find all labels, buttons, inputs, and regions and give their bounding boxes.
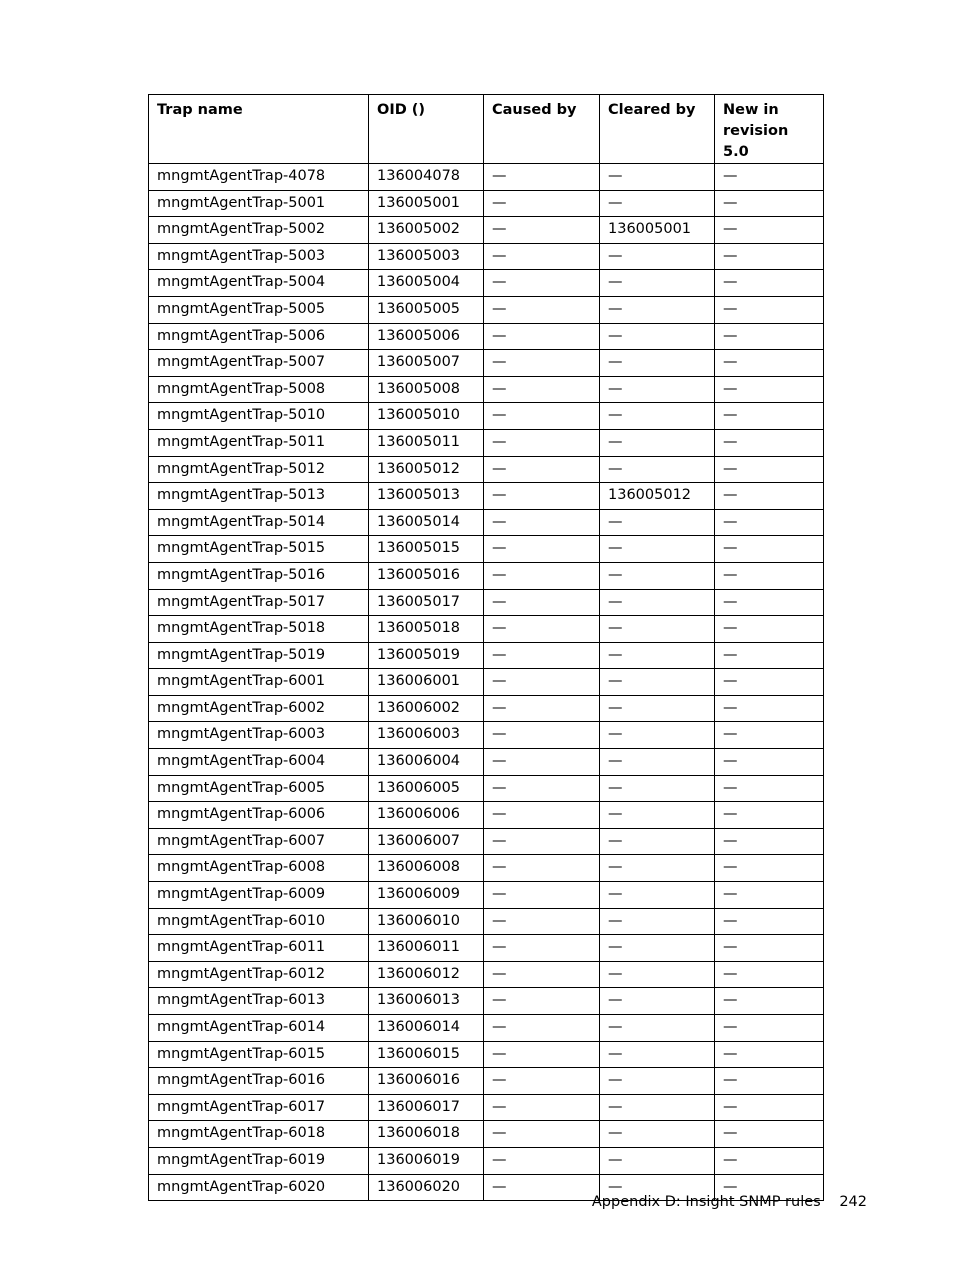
cell-new-in-revision: — [715, 589, 824, 616]
cell-cleared-by: — [600, 802, 715, 829]
cell-caused-by: — [484, 509, 600, 536]
cell-caused-by: — [484, 1147, 600, 1174]
cell-new-in-revision: — [715, 802, 824, 829]
cell-new-in-revision: — [715, 722, 824, 749]
cell-new-in-revision: — [715, 296, 824, 323]
cell-trap-name: mngmtAgentTrap-6009 [149, 882, 369, 909]
cell-cleared-by: — [600, 456, 715, 483]
table-row [149, 722, 824, 749]
cell-caused-by: — [484, 323, 600, 350]
cell-cleared-by: — [600, 190, 715, 217]
cell-new-in-revision: — [715, 190, 824, 217]
cell-new-in-revision: — [715, 376, 824, 403]
cell-cleared-by: — [600, 908, 715, 935]
table-row [149, 642, 824, 669]
table-row [149, 483, 824, 510]
table-row [149, 562, 824, 589]
cell-new-in-revision: — [715, 988, 824, 1015]
cell-trap-name: mngmtAgentTrap-5004 [149, 270, 369, 297]
cell-trap-name: mngmtAgentTrap-5005 [149, 296, 369, 323]
cell-trap-name: mngmtAgentTrap-5019 [149, 642, 369, 669]
cell-caused-by: — [484, 589, 600, 616]
table-row [149, 243, 824, 270]
cell-cleared-by: — [600, 403, 715, 430]
page-footer [592, 1194, 867, 1210]
cell-oid: 136005002 [369, 217, 484, 244]
cell-cleared-by: — [600, 243, 715, 270]
cell-oid: 136005006 [369, 323, 484, 350]
table-row [149, 695, 824, 722]
cell-oid: 136006014 [369, 1015, 484, 1042]
cell-new-in-revision: — [715, 217, 824, 244]
cell-cleared-by: — [600, 669, 715, 696]
cell-cleared-by: — [600, 1041, 715, 1068]
cell-caused-by: — [484, 882, 600, 909]
table-header [149, 95, 824, 164]
cell-cleared-by: — [600, 350, 715, 377]
cell-caused-by: — [484, 536, 600, 563]
cell-oid: 136006013 [369, 988, 484, 1015]
cell-new-in-revision: — [715, 616, 824, 643]
cell-new-in-revision: — [715, 1121, 824, 1148]
cell-oid: 136005003 [369, 243, 484, 270]
snmp-trap-table [148, 94, 824, 1201]
table-body [149, 164, 824, 1201]
cell-trap-name: mngmtAgentTrap-5006 [149, 323, 369, 350]
cell-trap-name: mngmtAgentTrap-6011 [149, 935, 369, 962]
cell-caused-by: — [484, 695, 600, 722]
cell-cleared-by: — [600, 855, 715, 882]
cell-new-in-revision: — [715, 243, 824, 270]
cell-oid: 136006010 [369, 908, 484, 935]
cell-trap-name: mngmtAgentTrap-5014 [149, 509, 369, 536]
cell-caused-by: — [484, 350, 600, 377]
cell-cleared-by: — [600, 323, 715, 350]
cell-trap-name: mngmtAgentTrap-5012 [149, 456, 369, 483]
cell-caused-by: — [484, 749, 600, 776]
cell-caused-by: — [484, 988, 600, 1015]
table-row [149, 988, 824, 1015]
cell-oid: 136006005 [369, 775, 484, 802]
cell-trap-name: mngmtAgentTrap-6018 [149, 1121, 369, 1148]
cell-caused-by: — [484, 243, 600, 270]
cell-cleared-by: — [600, 775, 715, 802]
cell-new-in-revision: — [715, 882, 824, 909]
cell-cleared-by: — [600, 988, 715, 1015]
cell-trap-name: mngmtAgentTrap-5018 [149, 616, 369, 643]
cell-trap-name: mngmtAgentTrap-6008 [149, 855, 369, 882]
table-row [149, 1121, 824, 1148]
cell-caused-by: — [484, 483, 600, 510]
cell-cleared-by: — [600, 270, 715, 297]
table-row [149, 935, 824, 962]
cell-new-in-revision: — [715, 775, 824, 802]
table-row [149, 616, 824, 643]
cell-new-in-revision: — [715, 1068, 824, 1095]
footer-section-title: Appendix D: Insight SNMP rules [591, 1194, 821, 1210]
cell-caused-by: — [484, 403, 600, 430]
table-row [149, 802, 824, 829]
header-row [149, 95, 824, 164]
cell-oid: 136005013 [369, 483, 484, 510]
cell-cleared-by: — [600, 882, 715, 909]
cell-caused-by: — [484, 908, 600, 935]
cell-cleared-by: — [600, 164, 715, 191]
cell-oid: 136005004 [369, 270, 484, 297]
header-oid: OID () [369, 95, 484, 164]
cell-oid: 136005011 [369, 429, 484, 456]
cell-trap-name: mngmtAgentTrap-4078 [149, 164, 369, 191]
cell-trap-name: mngmtAgentTrap-5017 [149, 589, 369, 616]
page-number: 242 [839, 1194, 867, 1210]
header-new-in-revision: New in revision 5.0 [715, 95, 824, 164]
cell-trap-name: mngmtAgentTrap-6002 [149, 695, 369, 722]
cell-new-in-revision: — [715, 695, 824, 722]
cell-caused-by: — [484, 802, 600, 829]
cell-trap-name: mngmtAgentTrap-5002 [149, 217, 369, 244]
table-row [149, 775, 824, 802]
cell-oid: 136006012 [369, 961, 484, 988]
table-row [149, 456, 824, 483]
table-row [149, 855, 824, 882]
table-row [149, 589, 824, 616]
cell-cleared-by: — [600, 1174, 715, 1201]
header-trap-name: Trap name [149, 95, 369, 164]
cell-cleared-by: — [600, 536, 715, 563]
header-cleared-by: Cleared by [600, 95, 715, 164]
cell-new-in-revision: — [715, 164, 824, 191]
table-row [149, 961, 824, 988]
cell-new-in-revision: — [715, 1147, 824, 1174]
cell-oid: 136006004 [369, 749, 484, 776]
table-row [149, 908, 824, 935]
table-row [149, 1068, 824, 1095]
cell-new-in-revision: — [715, 961, 824, 988]
table-row [149, 217, 824, 244]
table-row [149, 1094, 824, 1121]
cell-trap-name: mngmtAgentTrap-6012 [149, 961, 369, 988]
cell-oid: 136005015 [369, 536, 484, 563]
table-row [149, 882, 824, 909]
cell-caused-by: — [484, 855, 600, 882]
cell-cleared-by: — [600, 935, 715, 962]
cell-oid: 136006008 [369, 855, 484, 882]
cell-caused-by: — [484, 616, 600, 643]
cell-oid: 136006020 [369, 1174, 484, 1201]
cell-trap-name: mngmtAgentTrap-6015 [149, 1041, 369, 1068]
cell-cleared-by: — [600, 722, 715, 749]
cell-trap-name: mngmtAgentTrap-5011 [149, 429, 369, 456]
table-row [149, 1015, 824, 1042]
cell-cleared-by: — [600, 961, 715, 988]
table-row [149, 749, 824, 776]
cell-trap-name: mngmtAgentTrap-5010 [149, 403, 369, 430]
cell-caused-by: — [484, 828, 600, 855]
cell-caused-by: — [484, 217, 600, 244]
cell-caused-by: — [484, 1121, 600, 1148]
table-row [149, 164, 824, 191]
cell-new-in-revision: — [715, 536, 824, 563]
cell-oid: 136006017 [369, 1094, 484, 1121]
cell-trap-name: mngmtAgentTrap-6010 [149, 908, 369, 935]
cell-oid: 136006011 [369, 935, 484, 962]
table-row [149, 270, 824, 297]
cell-oid: 136005018 [369, 616, 484, 643]
cell-new-in-revision: — [715, 669, 824, 696]
cell-cleared-by: — [600, 828, 715, 855]
cell-new-in-revision: — [715, 908, 824, 935]
cell-new-in-revision: — [715, 1041, 824, 1068]
cell-trap-name: mngmtAgentTrap-6019 [149, 1147, 369, 1174]
cell-trap-name: mngmtAgentTrap-5016 [149, 562, 369, 589]
cell-trap-name: mngmtAgentTrap-6001 [149, 669, 369, 696]
cell-oid: 136006006 [369, 802, 484, 829]
cell-cleared-by: 136005012 [600, 483, 715, 510]
table-row [149, 350, 824, 377]
table-row [149, 669, 824, 696]
cell-cleared-by: — [600, 562, 715, 589]
table-row [149, 190, 824, 217]
cell-oid: 136006009 [369, 882, 484, 909]
cell-oid: 136006018 [369, 1121, 484, 1148]
table-row [149, 323, 824, 350]
cell-oid: 136006016 [369, 1068, 484, 1095]
cell-caused-by: — [484, 722, 600, 749]
cell-trap-name: mngmtAgentTrap-6017 [149, 1094, 369, 1121]
cell-caused-by: — [484, 429, 600, 456]
cell-new-in-revision: — [715, 456, 824, 483]
cell-trap-name: mngmtAgentTrap-5015 [149, 536, 369, 563]
cell-oid: 136005012 [369, 456, 484, 483]
cell-cleared-by: — [600, 429, 715, 456]
cell-oid: 136006003 [369, 722, 484, 749]
cell-trap-name: mngmtAgentTrap-6014 [149, 1015, 369, 1042]
cell-caused-by: — [484, 669, 600, 696]
cell-new-in-revision: — [715, 483, 824, 510]
cell-caused-by: — [484, 164, 600, 191]
cell-new-in-revision: — [715, 1174, 824, 1201]
cell-caused-by: — [484, 1174, 600, 1201]
cell-oid: 136005001 [369, 190, 484, 217]
cell-cleared-by: — [600, 1068, 715, 1095]
cell-cleared-by: — [600, 296, 715, 323]
cell-caused-by: — [484, 642, 600, 669]
cell-new-in-revision: — [715, 855, 824, 882]
cell-caused-by: — [484, 1015, 600, 1042]
cell-trap-name: mngmtAgentTrap-5003 [149, 243, 369, 270]
cell-new-in-revision: — [715, 429, 824, 456]
cell-trap-name: mngmtAgentTrap-6003 [149, 722, 369, 749]
cell-oid: 136005014 [369, 509, 484, 536]
cell-caused-by: — [484, 296, 600, 323]
table-row [149, 509, 824, 536]
cell-caused-by: — [484, 270, 600, 297]
table-row [149, 403, 824, 430]
cell-cleared-by: — [600, 1015, 715, 1042]
table-row [149, 296, 824, 323]
cell-oid: 136005017 [369, 589, 484, 616]
cell-caused-by: — [484, 775, 600, 802]
cell-oid: 136006015 [369, 1041, 484, 1068]
cell-caused-by: — [484, 1041, 600, 1068]
cell-trap-name: mngmtAgentTrap-5007 [149, 350, 369, 377]
cell-oid: 136005019 [369, 642, 484, 669]
cell-caused-by: — [484, 1068, 600, 1095]
cell-new-in-revision: — [715, 642, 824, 669]
cell-trap-name: mngmtAgentTrap-5001 [149, 190, 369, 217]
cell-trap-name: mngmtAgentTrap-5013 [149, 483, 369, 510]
cell-caused-by: — [484, 1094, 600, 1121]
cell-new-in-revision: — [715, 350, 824, 377]
cell-cleared-by: — [600, 1147, 715, 1174]
cell-new-in-revision: — [715, 509, 824, 536]
cell-caused-by: — [484, 961, 600, 988]
cell-trap-name: mngmtAgentTrap-5008 [149, 376, 369, 403]
table-row [149, 828, 824, 855]
cell-oid: 136006001 [369, 669, 484, 696]
cell-new-in-revision: — [715, 270, 824, 297]
cell-cleared-by: — [600, 695, 715, 722]
cell-new-in-revision: — [715, 828, 824, 855]
cell-new-in-revision: — [715, 935, 824, 962]
cell-trap-name: mngmtAgentTrap-6004 [149, 749, 369, 776]
cell-cleared-by: — [600, 749, 715, 776]
cell-cleared-by: — [600, 1121, 715, 1148]
cell-caused-by: — [484, 562, 600, 589]
cell-trap-name: mngmtAgentTrap-6007 [149, 828, 369, 855]
cell-trap-name: mngmtAgentTrap-6005 [149, 775, 369, 802]
cell-oid: 136004078 [369, 164, 484, 191]
table-row [149, 429, 824, 456]
cell-caused-by: — [484, 190, 600, 217]
cell-cleared-by: — [600, 589, 715, 616]
cell-trap-name: mngmtAgentTrap-6016 [149, 1068, 369, 1095]
table-row [149, 1147, 824, 1174]
cell-oid: 136005010 [369, 403, 484, 430]
cell-new-in-revision: — [715, 323, 824, 350]
cell-oid: 136006019 [369, 1147, 484, 1174]
table-row [149, 1041, 824, 1068]
cell-caused-by: — [484, 456, 600, 483]
cell-caused-by: — [484, 376, 600, 403]
table-row [149, 376, 824, 403]
cell-oid: 136005016 [369, 562, 484, 589]
cell-caused-by: — [484, 935, 600, 962]
cell-new-in-revision: — [715, 562, 824, 589]
cell-new-in-revision: — [715, 1015, 824, 1042]
cell-cleared-by: — [600, 1094, 715, 1121]
cell-new-in-revision: — [715, 1094, 824, 1121]
cell-trap-name: mngmtAgentTrap-6020 [149, 1174, 369, 1201]
cell-oid: 136005008 [369, 376, 484, 403]
cell-new-in-revision: — [715, 403, 824, 430]
cell-cleared-by: — [600, 642, 715, 669]
cell-new-in-revision: — [715, 749, 824, 776]
cell-cleared-by: — [600, 616, 715, 643]
cell-oid: 136005005 [369, 296, 484, 323]
cell-cleared-by: — [600, 509, 715, 536]
cell-cleared-by: 136005001 [600, 217, 715, 244]
cell-trap-name: mngmtAgentTrap-6013 [149, 988, 369, 1015]
cell-oid: 136005007 [369, 350, 484, 377]
cell-oid: 136006007 [369, 828, 484, 855]
cell-cleared-by: — [600, 376, 715, 403]
cell-trap-name: mngmtAgentTrap-6006 [149, 802, 369, 829]
table-row [149, 536, 824, 563]
header-caused-by: Caused by [484, 95, 600, 164]
cell-oid: 136006002 [369, 695, 484, 722]
